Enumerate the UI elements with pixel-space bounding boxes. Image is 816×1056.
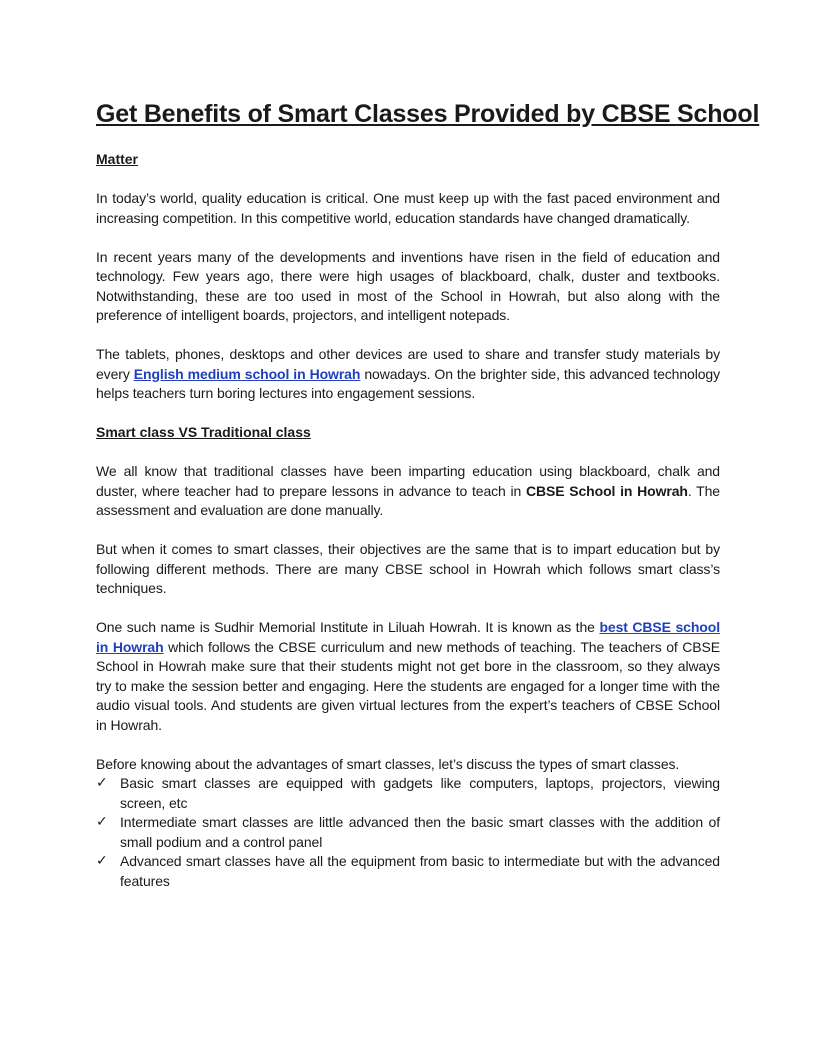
paragraph-smart-classes: But when it comes to smart classes, their objectives are the same that is to impart education but by following different methods. There are many CBSE school in Howrah which follows smart class’s techniques.: [96, 541, 720, 596]
list-item-text: Advanced smart classes have all the equipment from basic to intermediate but with the advanced features: [120, 853, 720, 889]
list-item: [96, 774, 720, 813]
paragraph-traditional-text-after: . The assessment and evaluation are done manually.: [96, 482, 720, 518]
check-icon: ✓: [96, 775, 108, 791]
list-item-text: Intermediate smart classes are little advanced then the basic smart classes with the addition of small podium and a control panel: [120, 814, 720, 850]
paragraph-intro: In today’s world, quality education is critical. One must keep up with the fast paced environment and increasing competition. In this competitive world, education standards have changed dramatically.: [96, 190, 720, 226]
check-icon: ✓: [96, 814, 108, 830]
cbse-school-bold-text: CBSE School in Howrah: [525, 482, 688, 499]
paragraph-devices-text-after: nowadays. On the brighter side, this advanced technology helps teachers turn boring lectures into engagement sessions.: [96, 365, 720, 401]
best-cbse-school-link[interactable]: best CBSE school in Howrah: [96, 619, 720, 655]
list-item: [96, 852, 720, 891]
matter-heading: Matter: [96, 151, 139, 167]
paragraph-types-intro: Before knowing about the advantages of smart classes, let’s discuss the types of smart classes.: [96, 755, 680, 772]
paragraph-devices: [96, 345, 720, 404]
paragraph-developments: In recent years many of the developments and inventions have risen in the field of education and technology. Few years ago, there were high usages of blackboard, chalk, duster and textbooks. Notwithstanding, these are too used in most of the School in Howrah, but also along with the preference of intelligent boards, projectors, and intelligent notepads.: [96, 248, 720, 323]
paragraph-devices-text-before: The tablets, phones, desktops and other devices are used to share and transfer study materials by every: [96, 346, 720, 382]
list-item-text: Basic smart classes are equipped with gadgets like computers, laptops, projectors, viewing screen, etc: [120, 775, 720, 811]
paragraph-traditional: [96, 462, 720, 521]
section-heading-smart-vs-traditional: Smart class VS Traditional class: [96, 424, 311, 440]
paragraph-institute-text-before: One such name is Sudhir Memorial Institute in Liluah Howrah. It is known as the: [96, 619, 600, 635]
document-page: [96, 96, 760, 891]
smart-class-types-list: [96, 774, 720, 891]
paragraph-traditional-text-before: We all know that traditional classes have been imparting education using blackboard, chalk and duster, where teacher had to prepare lessons in advance to teach in: [96, 463, 720, 499]
paragraph-institute-text-after: which follows the CBSE curriculum and new methods of teaching. The teachers of CBSE School in Howrah make sure that their students might not get bore in the classroom, so they always try to make the session better and engaging. Here the students are engaged for a longer time with the audio visual tools. And students are given virtual lectures from the expert’s teachers of CBSE School in Howrah.: [96, 638, 720, 733]
check-icon: ✓: [96, 853, 108, 869]
list-item: [96, 813, 720, 852]
page-title: Get Benefits of Smart Classes Provided by CBSE School: [96, 100, 760, 128]
english-medium-school-link[interactable]: English medium school in Howrah: [133, 365, 361, 382]
paragraph-institute: [96, 618, 720, 735]
